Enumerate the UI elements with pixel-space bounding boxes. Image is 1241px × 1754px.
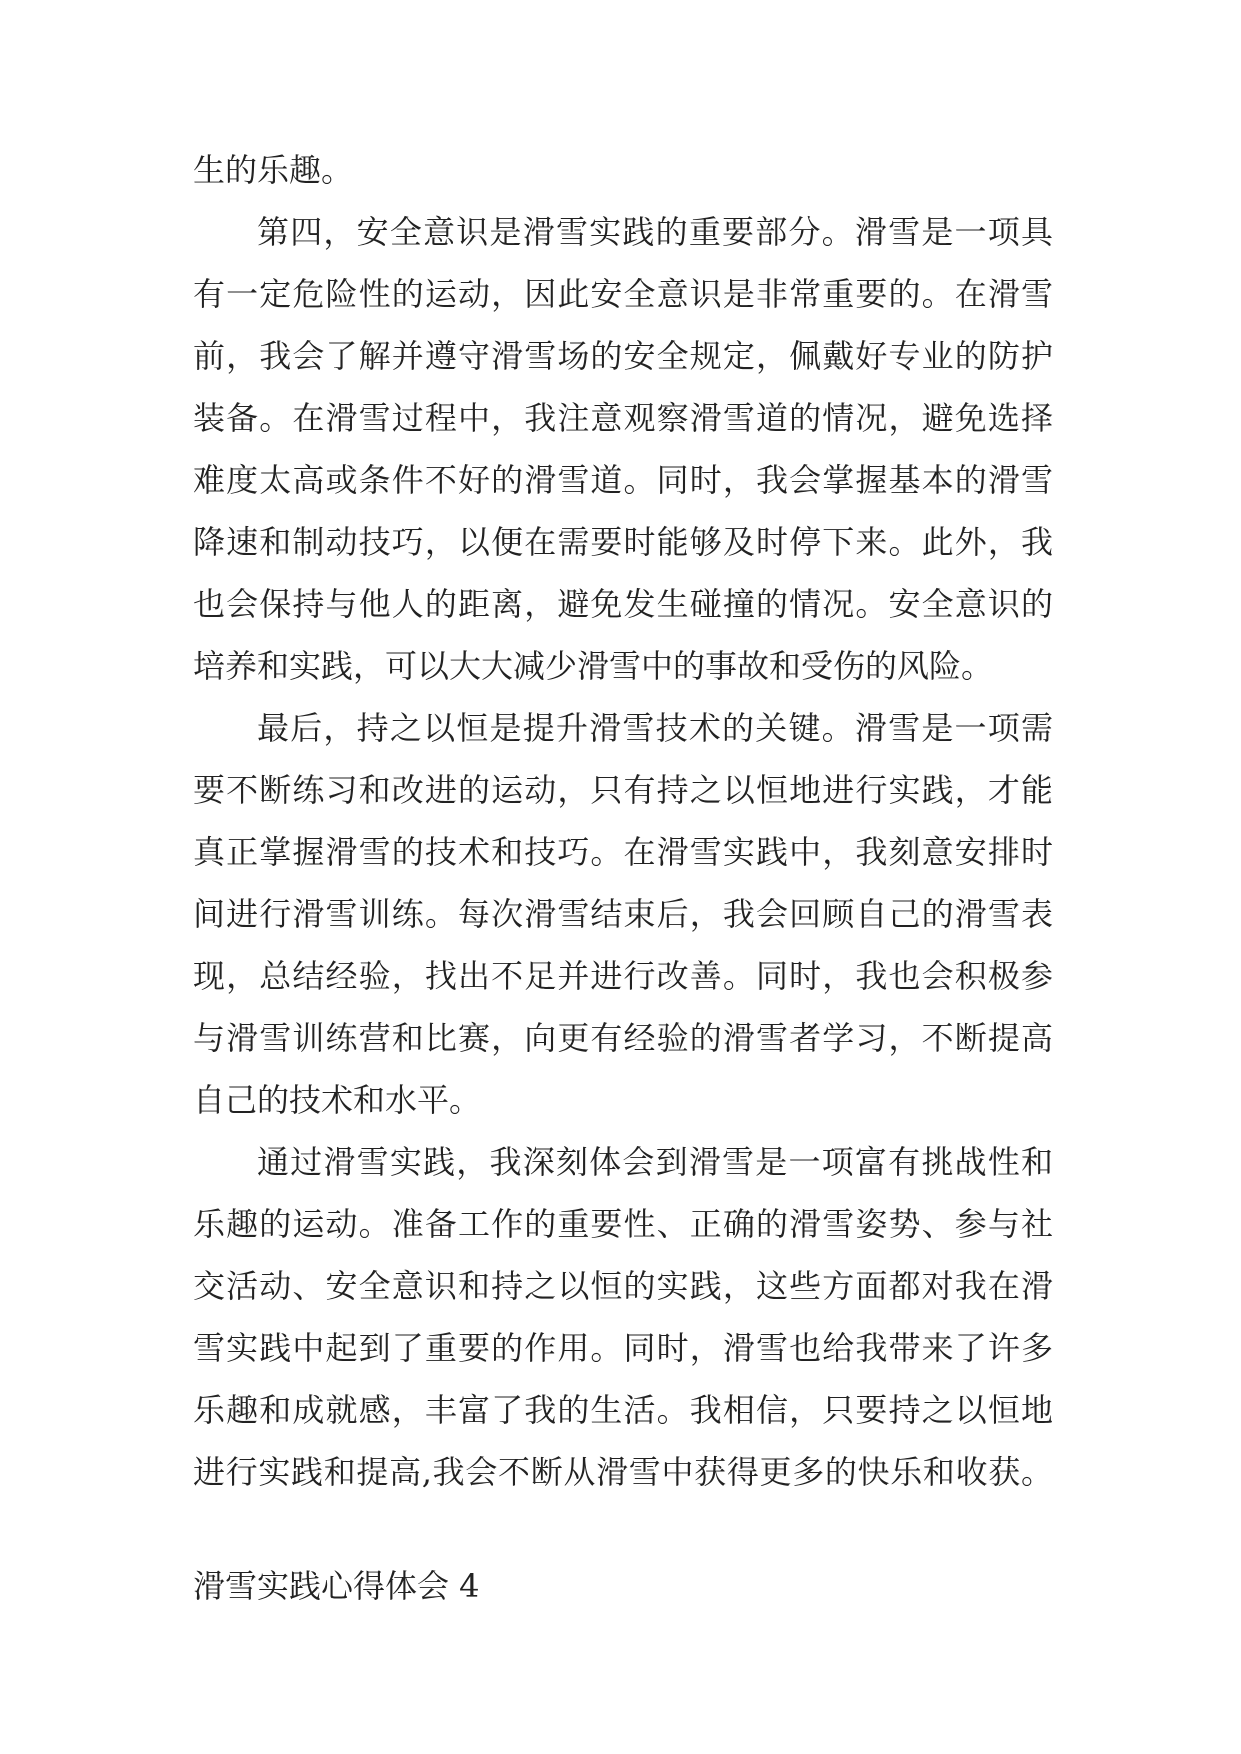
- text-line: 进行实践和提高,我会不断从滑雪中获得更多的快乐和收获。: [193, 1453, 1053, 1491]
- text-line: 降速和制动技巧，以便在需要时能够及时停下来。此外，我: [193, 523, 1053, 561]
- text-line: 装备。在滑雪过程中，我注意观察滑雪道的情况，避免选择: [193, 399, 1053, 437]
- text-line: 现，总结经验，找出不足并进行改善。同时，我也会积极参: [193, 957, 1053, 995]
- text-line: 交活动、安全意识和持之以恒的实践，这些方面都对我在滑: [193, 1267, 1053, 1305]
- text-line: 生的乐趣。: [193, 151, 354, 189]
- text-line: 也会保持与他人的距离，避免发生碰撞的情况。安全意识的: [193, 585, 1053, 623]
- text-line: 有一定危险性的运动，因此安全意识是非常重要的。在滑雪: [193, 275, 1053, 313]
- text-line: 乐趣和成就感，丰富了我的生活。我相信，只要持之以恒地: [193, 1391, 1053, 1429]
- text-line: 前，我会了解并遵守滑雪场的安全规定，佩戴好专业的防护: [193, 337, 1053, 375]
- text-line: 间进行滑雪训练。每次滑雪结束后，我会回顾自己的滑雪表: [193, 895, 1053, 933]
- paragraph-first-line: 最后，持之以恒是提升滑雪技术的关键。滑雪是一项需: [257, 709, 1053, 747]
- text-line: 培养和实践，可以大大减少滑雪中的事故和受伤的风险。: [193, 647, 994, 685]
- text-line: 自己的技术和水平。: [193, 1081, 482, 1119]
- text-line: 雪实践中起到了重要的作用。同时，滑雪也给我带来了许多: [193, 1329, 1053, 1367]
- paragraph-first-line: 第四，安全意识是滑雪实践的重要部分。滑雪是一项具: [257, 213, 1053, 251]
- text-line: 与滑雪训练营和比赛，向更有经验的滑雪者学习，不断提高: [193, 1019, 1053, 1057]
- paragraph-first-line: 通过滑雪实践，我深刻体会到滑雪是一项富有挑战性和: [257, 1143, 1053, 1181]
- text-line: 难度太高或条件不好的滑雪道。同时，我会掌握基本的滑雪: [193, 461, 1053, 499]
- section-heading: 滑雪实践心得体会 4: [193, 1567, 480, 1605]
- text-line: 乐趣的运动。准备工作的重要性、正确的滑雪姿势、参与社: [193, 1205, 1053, 1243]
- text-line: 真正掌握滑雪的技术和技巧。在滑雪实践中，我刻意安排时: [193, 833, 1053, 871]
- text-line: 要不断练习和改进的运动，只有持之以恒地进行实践，才能: [193, 771, 1053, 809]
